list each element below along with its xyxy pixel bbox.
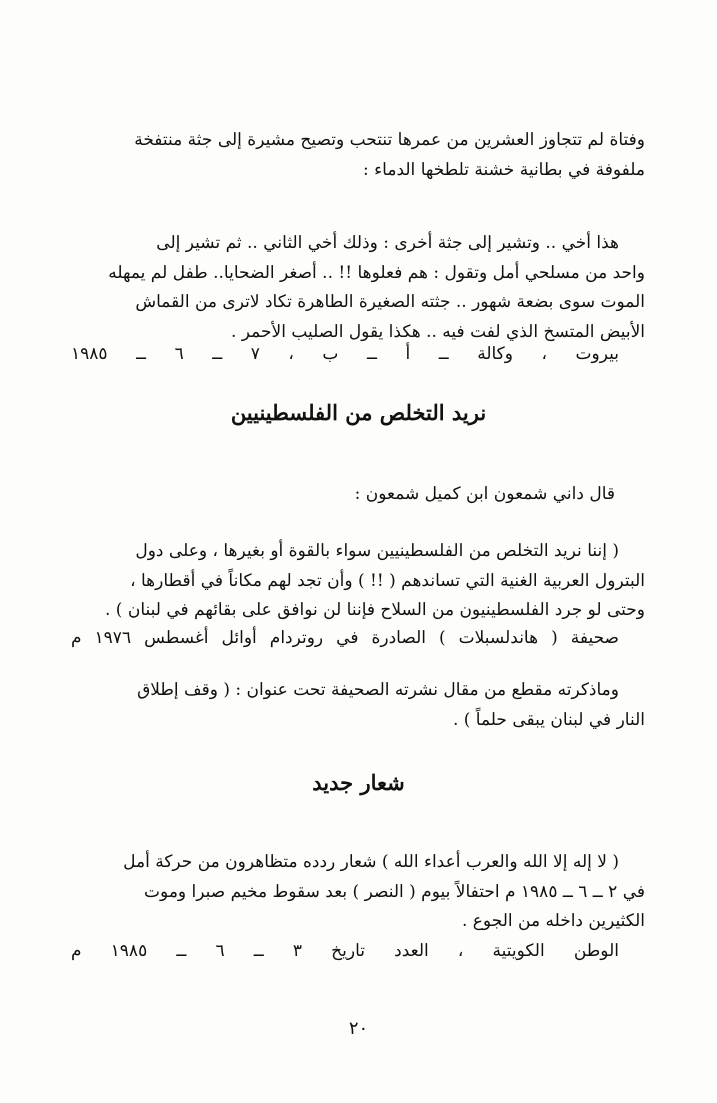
text-line: وفتاة لم تتجاوز العشرين من عمرها تنتحب وتصيح مشيرة إلى جثة منتفخة xyxy=(134,130,645,150)
text-line: النار في لبنان يبقى حلماً ) . xyxy=(452,709,645,730)
page-number: ٢٠ xyxy=(348,1018,369,1039)
text-line: ( لا إله إلا الله والعرب أعداء الله ) شعار ردده متظاهرون من حركة أمل xyxy=(123,852,619,872)
paragraph-girl-weeping xyxy=(73,126,645,185)
text-line: البترول العربية الغنية التي تساندهم ( !! ) وأن تجد لهم مكاناً في أقطارها ، xyxy=(130,570,645,591)
quote-paragraph xyxy=(71,848,645,937)
text-line: الأبيض المتسخ الذي لفت فيه .. هكذا يقول الصليب الأحمر . xyxy=(230,321,645,342)
text-line: ( إننا نريد التخلص من الفلسطينيين سواء بالقوة أو بغيرها ، وعلى دول xyxy=(135,541,619,561)
quote-paragraph xyxy=(71,537,645,626)
text-line: وحتى لو جرد الفلسطينيون من السلاح فإننا لن نوافق على بقائهم في لبنان ) . xyxy=(105,600,645,620)
citation-text: صحيفة ( هاندلسبلات ) الصادرة في روتردام أوائل أغسطس ١٩٧٦ م xyxy=(71,628,619,648)
text-line: قال داني شمعون ابن كميل شمعون : xyxy=(354,484,615,504)
paragraph-article-title xyxy=(71,676,645,735)
section-title-get-rid: نريد التخلص من الفلسطينيين xyxy=(230,400,487,425)
paragraph-danny-chamoun xyxy=(215,480,615,510)
source-citation xyxy=(71,340,645,370)
text-line: في ٢ ــ ٦ ــ ١٩٨٥ م احتفالاً بيوم ( النصر ) بعد سقوط مخيم صبرا وموت xyxy=(144,881,645,902)
text-line: الكثيرين داخله من الجوع . xyxy=(461,911,645,931)
citation-text: بيروت ، وكالة ــ أ ــ ب ، ٧ ــ ٦ ــ ١٩٨٥ xyxy=(71,344,619,364)
paragraph-brother xyxy=(71,229,645,347)
text-line: واحد من مسلحي أمل وتقول : هم فعلوها !! .. أصغر الضحايا.. طفل لم يمهله xyxy=(108,262,645,283)
text-line: هذا أخي .. وتشير إلى جثة أخرى : وذلك أخي الثاني .. ثم تشير إلى xyxy=(156,233,619,253)
text-line: ملفوفة في بطانية خشنة تلطخها الدماء : xyxy=(363,159,645,180)
citation-text: الوطن الكويتية ، العدد تاريخ ٣ ــ ٦ ــ ١٩٨٥ م xyxy=(71,941,619,961)
text-line: وماذكرته مقطع من مقال نشرته الصحيفة تحت عنوان : ( وقف إطلاق xyxy=(137,680,619,700)
section-title-new-slogan: شعار جديد xyxy=(312,770,405,795)
source-citation xyxy=(71,937,645,967)
text-line: الموت سوى بضعة شهور .. جثته الصغيرة الطاهرة تكاد لاترى من القماش xyxy=(135,292,645,312)
source-citation xyxy=(71,624,645,654)
